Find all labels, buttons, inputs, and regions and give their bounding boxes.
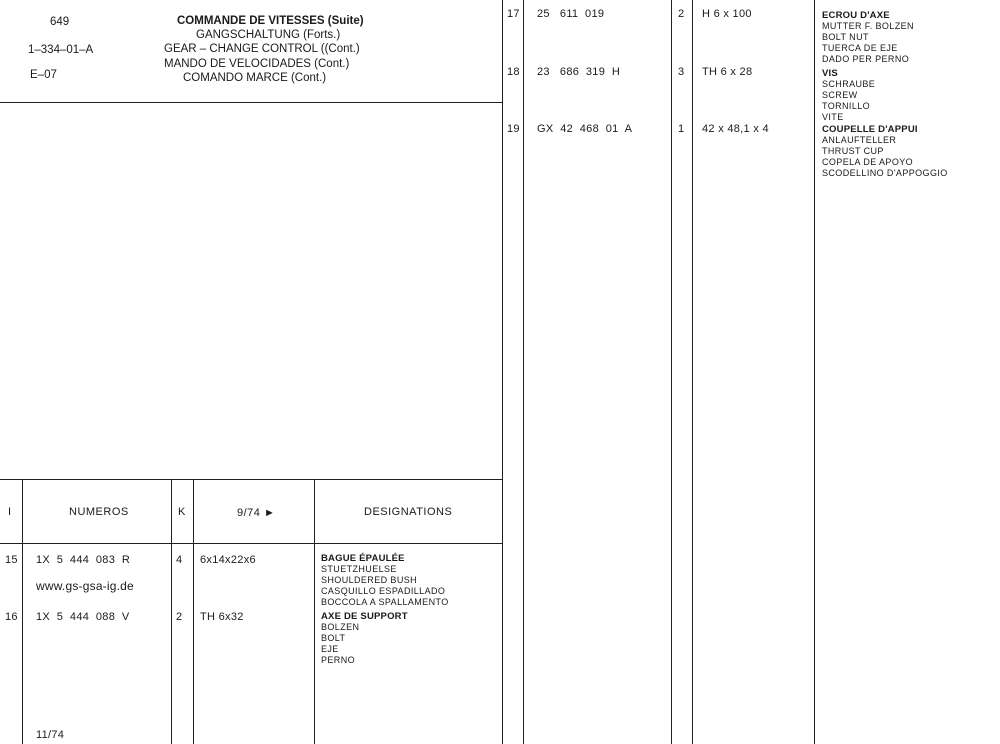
title-fr: COMMANDE DE VITESSES (Suite) [177, 15, 364, 27]
designation-line: BOCCOLA A SPALLAMENTO [321, 597, 449, 607]
col-line-right-2 [671, 0, 672, 744]
dimensions: 6x14x22x6 [200, 554, 256, 566]
title-es: MANDO DE VELOCIDADES (Cont.) [164, 58, 350, 70]
designation [822, 10, 914, 65]
col-line-left-3 [193, 479, 194, 744]
title-de: GANGSCHALTUNG (Forts.) [196, 29, 341, 41]
divider-header-bottom [0, 102, 503, 103]
part-number: GX 42 468 01 A [537, 123, 633, 135]
website-link[interactable]: www.gs-gsa-ig.de [36, 579, 134, 593]
divider-table-header-bottom [0, 543, 503, 544]
col-header-date: 9/74 ► [237, 507, 276, 519]
row-index: 16 [5, 611, 18, 623]
designation-line: TORNILLO [822, 101, 871, 111]
plate-number: 649 [50, 16, 70, 28]
designation-line: CASQUILLO ESPADILLADO [321, 586, 446, 596]
col-line-right-3 [692, 0, 693, 744]
dimensions: TH 6x32 [200, 611, 244, 623]
quantity: 2 [678, 8, 685, 20]
dimensions: 42 x 48,1 x 4 [702, 123, 769, 135]
quantity: 3 [678, 66, 685, 78]
quantity: 1 [678, 123, 685, 135]
designation [822, 124, 948, 179]
designation-line: BOLT [321, 633, 346, 643]
reference-number: 1–334–01–A [28, 44, 94, 56]
designation-line: VITE [822, 112, 844, 122]
designation [321, 553, 449, 608]
quantity: 2 [176, 611, 183, 623]
col-header-index: I [8, 506, 12, 518]
designation-title: COUPELLE D'APPUI [822, 124, 918, 135]
designation-line: DADO PER PERNO [822, 54, 910, 64]
designation-line: ANLAUFTELLER [822, 135, 897, 145]
row-index: 19 [507, 123, 520, 135]
designation-title: AXE DE SUPPORT [321, 611, 408, 622]
designation-title: BAGUE ÉPAULÉE [321, 553, 405, 564]
col-line-right-4 [814, 0, 815, 744]
row-index: 17 [507, 8, 520, 20]
edition-code: E–07 [30, 69, 57, 81]
designation-line: SCREW [822, 90, 858, 100]
designation-line: SHOULDERED BUSH [321, 575, 418, 585]
designation-line: SCHRAUBE [822, 79, 876, 89]
designation-line: PERNO [321, 655, 356, 665]
designation-line: EJE [321, 644, 339, 654]
divider-center [502, 0, 503, 744]
col-line-left-1 [22, 479, 23, 744]
col-line-left-4 [314, 479, 315, 744]
col-line-right-1 [523, 0, 524, 744]
col-header-k: K [178, 506, 186, 518]
col-header-designations: DESIGNATIONS [364, 506, 453, 518]
dimensions: TH 6 x 28 [702, 66, 753, 78]
footer-date: 11/74 [36, 729, 65, 741]
designation-title: ECROU D'AXE [822, 10, 890, 21]
designation [822, 68, 875, 123]
col-header-numbers: NUMEROS [69, 506, 129, 518]
designation [321, 611, 408, 666]
quantity: 4 [176, 554, 183, 566]
part-number: 1X 5 444 088 V [36, 611, 130, 623]
col-line-left-2 [171, 479, 172, 744]
part-number: 25 611 019 [537, 8, 605, 20]
part-number: 23 686 319 H [537, 66, 621, 78]
designation-line: TUERCA DE EJE [822, 43, 898, 53]
designation-line: BOLT NUT [822, 32, 869, 42]
divider-table-top [0, 479, 503, 480]
dimensions: H 6 x 100 [702, 8, 752, 20]
designation-line: STUETZHUELSE [321, 564, 397, 574]
designation-line: COPELA DE APOYO [822, 157, 914, 167]
designation-line: SCODELLINO D'APPOGGIO [822, 168, 948, 178]
row-index: 18 [507, 66, 520, 78]
row-index: 15 [5, 554, 18, 566]
designation-line: MUTTER F. BOLZEN [822, 21, 914, 31]
title-en: GEAR – CHANGE CONTROL ((Cont.) [164, 43, 360, 55]
designation-line: THRUST CUP [822, 146, 884, 156]
part-number: 1X 5 444 083 R [36, 554, 131, 566]
designation-title: VIS [822, 68, 838, 79]
designation-line: BOLZEN [321, 622, 360, 632]
title-it: COMANDO MARCE (Cont.) [183, 72, 327, 84]
